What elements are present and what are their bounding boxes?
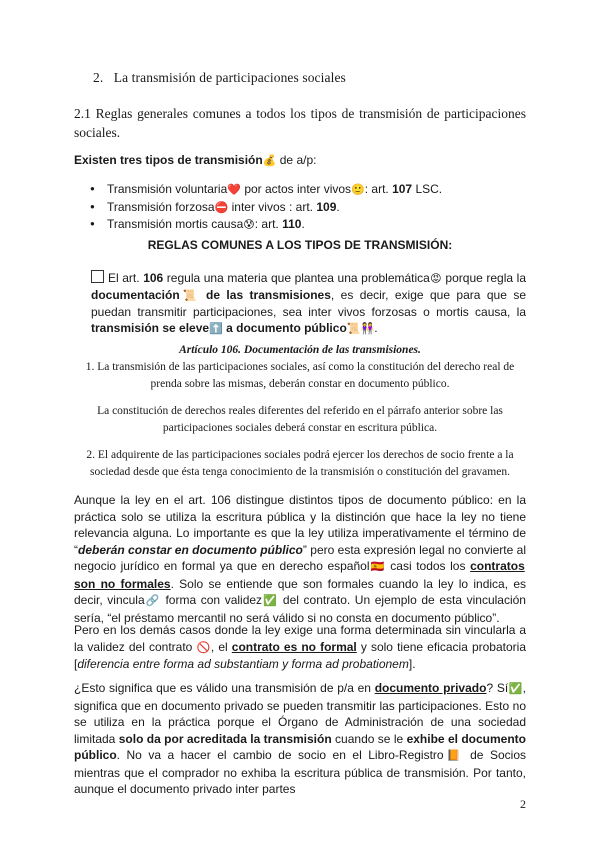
- subsection-heading: 2.1 Reglas generales comunes a todos los tipos de transmisión de participaciones sociales.: [74, 106, 526, 140]
- list-item: ● Transmisión forzosa⛔ inter vivos : art. 109.: [90, 199, 442, 217]
- body-paragraph-2: Pero en los demás casos donde la ley exige una forma determinada sin vincularla a la validez del contrato 🚫, el contrato es no formal y solo tiene eficacia probatoria [diferencia entre forma ad substantiam y forma ad probationem].: [74, 623, 527, 671]
- article-paragraph-2: La constitución de derechos reales diferentes del referido en el párrafo anterior sobre las participaciones sociales deberá constar en escritura pública.: [97, 405, 503, 434]
- angry-face-icon: 😡: [429, 273, 442, 285]
- article-paragraph-3: 2. El adquirente de las participaciones sociales podrá ejercer los derechos de socio frente a la sociedad desde que ésta tenga conocimiento de la transmisión o constitución del gravamen.: [86, 449, 514, 478]
- list-item: ● Transmisión mortis causa😰: art. 110.: [90, 216, 442, 234]
- section-title: La transmisión de participaciones sociales: [113, 70, 346, 85]
- types-lead: Existen tres tipos de transmisión: [74, 153, 263, 167]
- scroll-icon: 📜: [179, 290, 200, 302]
- heart-icon: ❤️: [227, 184, 241, 196]
- prohibited-icon: 🚫: [196, 641, 211, 654]
- book-icon: 📙: [443, 750, 464, 762]
- list-item: ● Transmisión voluntaria❤️ por actos inter vivos🙂: art. 107 LSC.: [90, 181, 442, 199]
- up-arrow-icon: ⬆️: [209, 323, 223, 335]
- article-paragraph-1: 1. La transmisión de las participaciones sociales, así como la constitución del derecho real de prenda sobre las mismas, deberán constar en documento público.: [85, 361, 515, 390]
- checkbox-icon[interactable]: [91, 270, 104, 283]
- rule-paragraph: El art. 106 regula una materia que plantea una problemática😡 porque regla la documentación📜 de las transmisiones, es decir, exige que para que se puedan transmitir participaciones, sea inter vivos forzosas o mortis causa, la transmisión se eleve⬆️ a documento público📜👭.: [91, 271, 527, 335]
- link-icon: 🔗: [144, 595, 161, 607]
- money-bag-icon: 💰: [262, 155, 277, 167]
- check-mark-icon: ✅: [262, 595, 279, 607]
- body-paragraph-1: Aunque la ley en el art. 106 distingue distintos tipos de documento público: en la práctica solo se utiliza la escritura pública y la distinción que hace la ley no tiene relevancia alguna. Lo importante es que la ley utiliza imperativamente el término de “deberán constar en documento público” pero esta expresión legal no convierte al negocio jurídico en formal ya que en derecho español🇪🇸 casi todos los contratos son no formales. Solo se entiende que son formales cuando la ley lo indica, es decir, vincula🔗 forma con validez✅ del contrato. Un ejemplo de esta vinculación sería, “el préstamo mercantil no será válido si no consta en documento público”.: [74, 493, 527, 625]
- rules-title: REGLAS COMUNES A LOS TIPOS DE TRANSMISIÓN:: [147, 238, 453, 252]
- section-heading: [93, 70, 346, 86]
- worried-face-icon: 😰: [243, 219, 255, 231]
- page-number: 2: [520, 797, 526, 811]
- check-mark-icon: ✅: [508, 683, 523, 695]
- smile-icon: 🙂: [351, 184, 365, 196]
- article-title: Artículo 106. Documentación de las transmisiones.: [179, 344, 421, 356]
- scroll-women-icon: 📜👭: [346, 323, 375, 335]
- body-paragraph-3: ¿Esto significa que es válido una transmisión de p/a en documento privado? Sí✅, significa que en documento privado se pueden transmitir las participaciones. Esto no se utiliza en la práctica porque el Órgano de Administración de una sociedad limitada solo da por acreditada la transmisión cuando se le exhibe el documento público. No va a hacer el cambio de socio en el Libro-Registro📙 de Socios mientras que el comprador no exhiba la escritura pública de transmisión. Por tanto, aunque el documento privado inter partes: [74, 681, 527, 796]
- types-intro: Existen tres tipos de transmisión💰 de a/p:: [74, 153, 317, 167]
- spain-flag-icon: 🇪🇸: [369, 561, 386, 573]
- section-number: 2.: [93, 70, 104, 85]
- no-entry-icon: ⛔: [214, 201, 229, 214]
- transmission-types-list: [90, 181, 442, 234]
